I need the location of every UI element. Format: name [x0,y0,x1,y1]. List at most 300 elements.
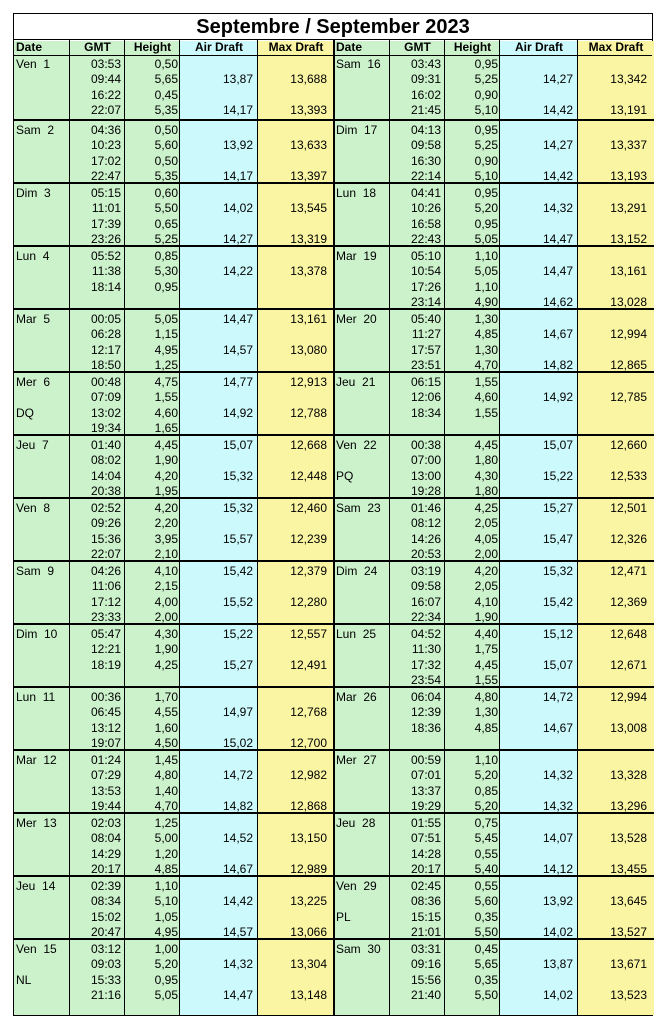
air-draft-value: 14,67 [542,327,573,342]
max-draft-value: 12,280 [290,594,327,609]
max-draft-value: 13,688 [290,72,327,87]
gmt-time: 13:02 [90,405,121,420]
day-label: Jeu 28 [336,816,376,830]
tide-height: 4,30 [154,627,178,641]
max-draft-value: 12,865 [610,358,647,373]
gmt-time: 18:19 [90,657,121,672]
tide-height: 4,25 [474,501,498,515]
header-height: Height [133,40,172,54]
day-label: Jeu 14 [16,879,56,893]
day-label: Ven 8 [16,501,51,515]
day-group [334,497,654,560]
tide-height: 5,45 [474,831,498,846]
day-group [334,812,654,875]
tide-height: 5,05 [154,988,178,1003]
gmt-time: 04:13 [410,123,441,137]
gmt-time: 08:34 [90,894,121,909]
tide-height: 0,50 [154,57,178,71]
air-draft-value: 14,52 [222,831,253,846]
gmt-time: 22:14 [410,169,441,184]
air-draft-value: 15,27 [542,501,573,515]
gmt-time: 12:06 [410,390,441,405]
gmt-time: 05:47 [90,627,121,641]
gmt-time: 08:36 [410,894,441,909]
tide-height: 4,85 [154,862,178,877]
gmt-time: 20:53 [410,547,441,562]
tide-height: 1,75 [474,642,498,657]
gmt-time: 02:39 [90,879,121,893]
gmt-time: 19:07 [90,736,121,751]
tide-height: 5,60 [154,138,178,153]
gmt-time: 18:14 [90,279,121,294]
tide-height: 4,80 [474,690,498,704]
day-label: Sam 16 [336,57,381,71]
tide-height: 1,95 [154,484,178,499]
tide-height: 5,35 [154,103,178,118]
air-draft-value: 15,57 [222,531,253,546]
day-label: Dim 10 [16,627,58,641]
max-draft-value: 13,150 [290,831,327,846]
tide-height: 5,50 [474,988,498,1003]
moon-phase-label: DQ [16,405,34,420]
air-draft-value: 14,47 [542,232,573,247]
air-draft-value: 14,47 [222,988,253,1003]
gmt-time: 20:38 [90,484,121,499]
grid-line [257,40,258,1015]
tide-height: 1,55 [154,390,178,405]
day-group [14,245,334,308]
tide-height: 1,10 [474,753,498,767]
gmt-time: 06:28 [90,327,121,342]
max-draft-value: 13,028 [610,295,647,310]
max-draft-value: 12,379 [290,564,327,578]
tide-height: 5,35 [154,169,178,184]
day-label: Mer 6 [16,375,51,389]
max-draft-value: 12,668 [290,438,327,452]
tide-height: 0,65 [154,216,178,231]
gmt-time: 05:52 [90,249,121,263]
gmt-time: 04:52 [410,627,441,641]
air-draft-value: 15,07 [542,657,573,672]
gmt-time: 09:58 [410,138,441,153]
air-draft-value: 13,87 [542,957,573,972]
gmt-time: 15:33 [90,972,121,987]
tide-height: 1,90 [154,642,178,657]
air-draft-value: 14,82 [542,358,573,373]
air-draft-value: 15,52 [222,594,253,609]
day-label: Sam 23 [336,501,381,515]
header-gmt: GMT [404,40,431,54]
tide-height: 5,65 [154,72,178,87]
day-group [14,434,334,497]
tide-height: 4,80 [154,768,178,783]
tide-height: 2,00 [474,547,498,562]
day-group [14,308,334,371]
max-draft-value: 12,671 [610,657,647,672]
tide-height: 4,10 [154,564,178,578]
tide-height: 4,00 [154,594,178,609]
tide-height: 0,95 [474,57,498,71]
air-draft-value: 15,07 [222,438,253,452]
gmt-time: 16:07 [410,594,441,609]
tide-height: 0,95 [474,186,498,200]
gmt-time: 18:36 [410,720,441,735]
gmt-time: 11:27 [411,327,441,342]
day-group [14,497,334,560]
header-gmt: GMT [84,40,111,54]
tide-height: 0,90 [474,87,498,102]
header-date: Date [16,40,43,54]
gmt-time: 08:04 [90,831,121,846]
gmt-time: 05:40 [410,312,441,326]
gmt-time: 02:03 [90,816,121,830]
tide-height: 4,95 [154,342,178,357]
tide-height: 4,45 [474,438,498,452]
tide-height: 0,45 [154,87,178,102]
day-label: Mer 13 [16,816,57,830]
day-label: Mar 19 [336,249,377,263]
max-draft-value: 13,523 [610,988,647,1003]
tide-height: 2,10 [154,547,178,562]
gmt-time: 01:46 [410,501,441,515]
day-group [334,875,654,938]
max-draft-value: 13,397 [290,169,327,184]
air-draft-value: 14,92 [222,405,253,420]
day-label: Dim 3 [16,186,51,200]
tide-height: 0,50 [154,153,178,168]
day-label: Lun 11 [16,690,56,704]
tide-height: 4,75 [154,375,178,389]
air-draft-value: 14,42 [542,169,573,184]
gmt-time: 10:54 [410,264,441,279]
air-draft-value: 15,42 [222,564,253,578]
tide-height: 1,70 [154,690,178,704]
max-draft-value: 13,008 [610,720,647,735]
max-draft-value: 12,448 [290,468,327,483]
tide-height: 1,20 [154,846,178,861]
tide-height: 0,50 [154,123,178,137]
gmt-time: 22:47 [90,169,121,184]
tide-height: 5,20 [154,957,178,972]
tide-height: 0,95 [154,972,178,987]
gmt-time: 05:10 [410,249,441,263]
gmt-time: 19:28 [410,484,441,499]
day-group [14,182,334,245]
max-draft-value: 13,545 [290,201,327,216]
max-draft-value: 13,304 [290,957,327,972]
max-draft-value: 12,913 [290,375,327,389]
day-group [334,686,654,749]
gmt-time: 21:01 [410,925,441,940]
header-max-draft: Max Draft [588,40,644,54]
tide-height: 4,95 [154,925,178,940]
gmt-time: 03:43 [410,57,441,71]
header-max-draft: Max Draft [268,40,324,54]
gmt-time: 09:26 [90,516,121,531]
gmt-time: 14:04 [90,468,121,483]
day-group [334,245,654,308]
air-draft-value: 14,02 [542,925,573,940]
tide-height: 4,05 [474,531,498,546]
air-draft-value: 14,22 [222,264,253,279]
air-draft-value: 14,32 [542,799,573,814]
air-draft-value: 14,47 [542,264,573,279]
max-draft-value: 13,080 [290,342,327,357]
gmt-time: 00:36 [90,690,121,704]
gmt-time: 13:53 [90,783,121,798]
tide-height: 5,25 [474,138,498,153]
day-group [334,371,654,434]
day-label: Mar 12 [16,753,57,767]
gmt-time: 00:59 [410,753,441,767]
gmt-time: 15:02 [90,909,121,924]
max-draft-value: 12,788 [290,405,327,420]
tide-height: 2,15 [154,579,178,594]
air-draft-value: 14,42 [542,103,573,118]
tide-height: 4,60 [474,390,498,405]
tide-height: 4,70 [154,799,178,814]
header-date: Date [336,40,363,54]
gmt-time: 04:26 [90,564,121,578]
tide-height: 1,60 [154,720,178,735]
day-group [334,182,654,245]
gmt-time: 22:07 [90,103,121,118]
tide-height: 1,30 [474,312,498,326]
gmt-time: 14:29 [90,846,121,861]
gmt-time: 07:00 [410,453,441,468]
gmt-time: 23:33 [90,610,121,625]
tide-height: 4,70 [474,358,498,373]
tide-height: 4,50 [154,736,178,751]
gmt-time: 02:45 [410,879,441,893]
gmt-time: 03:19 [410,564,441,578]
gmt-time: 17:57 [410,342,441,357]
tide-height: 1,55 [474,375,498,389]
air-draft-value: 14,67 [222,862,253,877]
max-draft-value: 12,989 [290,862,327,877]
gmt-time: 16:02 [410,87,441,102]
gmt-time: 11:06 [91,579,121,594]
tide-height: 1,00 [154,942,178,956]
gmt-time: 04:41 [410,186,441,200]
tide-height: 0,55 [474,879,498,893]
gmt-time: 00:48 [90,375,121,389]
tide-table [13,13,653,1016]
tide-height: 4,25 [154,657,178,672]
tide-height: 1,10 [154,879,178,893]
gmt-time: 06:04 [410,690,441,704]
gmt-time: 17:12 [90,594,121,609]
max-draft-value: 12,660 [610,438,647,452]
tide-height: 4,30 [474,468,498,483]
max-draft-value: 13,152 [610,232,647,247]
grid-line [333,40,335,1015]
grid-line [499,40,500,1015]
tide-height: 2,00 [154,610,178,625]
tide-height: 1,40 [154,783,178,798]
day-label: Dim 24 [336,564,378,578]
gmt-time: 16:30 [410,153,441,168]
max-draft-value: 13,645 [610,894,647,909]
tide-height: 4,85 [474,327,498,342]
tide-height: 5,10 [154,894,178,909]
tide-height: 5,20 [474,768,498,783]
gmt-time: 10:26 [410,201,441,216]
air-draft-value: 14,02 [222,201,253,216]
max-draft-value: 13,393 [290,103,327,118]
gmt-time: 13:12 [90,720,121,735]
day-group [334,623,654,686]
tide-height: 1,90 [474,610,498,625]
grid-line [69,40,70,1015]
day-group [14,56,334,119]
day-group [14,875,334,938]
gmt-time: 09:44 [90,72,121,87]
tide-height: 0,35 [474,972,498,987]
air-draft-value: 14,67 [542,720,573,735]
gmt-time: 07:09 [90,390,121,405]
tide-height: 5,10 [474,169,498,184]
gmt-time: 17:02 [90,153,121,168]
max-draft-value: 13,633 [290,138,327,153]
gmt-time: 00:38 [410,438,441,452]
max-draft-value: 13,342 [610,72,647,87]
max-draft-value: 12,501 [610,501,647,515]
air-draft-value: 13,92 [542,894,573,909]
day-group [14,749,334,812]
max-draft-value: 13,161 [290,312,327,326]
gmt-time: 14:26 [410,531,441,546]
max-draft-value: 12,994 [610,327,647,342]
air-draft-value: 14,97 [222,705,253,720]
max-draft-value: 13,066 [290,925,327,940]
gmt-time: 03:31 [410,942,441,956]
tide-height: 4,85 [474,720,498,735]
tide-height: 5,05 [474,264,498,279]
gmt-time: 11:38 [91,264,121,279]
day-group [334,434,654,497]
day-label: Sam 9 [16,564,55,578]
gmt-time: 09:16 [410,957,441,972]
day-label: Sam 2 [16,123,55,137]
max-draft-value: 13,528 [610,831,647,846]
day-label: Mer 27 [336,753,377,767]
max-draft-value: 12,700 [290,736,327,751]
tide-height: 5,05 [154,312,178,326]
air-draft-value: 14,27 [542,72,573,87]
day-group [334,560,654,623]
gmt-time: 10:23 [90,138,121,153]
gmt-time: 19:44 [90,799,121,814]
tide-height: 0,95 [154,279,178,294]
air-draft-value: 14,82 [222,799,253,814]
max-draft-value: 12,868 [290,799,327,814]
header-height: Height [453,40,492,54]
gmt-time: 03:53 [90,57,121,71]
air-draft-value: 14,07 [542,831,573,846]
gmt-time: 12:17 [90,342,121,357]
day-label: Ven 1 [16,57,51,71]
air-draft-value: 14,32 [542,768,573,783]
gmt-time: 13:00 [410,468,441,483]
gmt-time: 06:45 [90,705,121,720]
air-draft-value: 14,57 [222,925,253,940]
tide-height: 5,40 [474,862,498,877]
day-group [14,812,334,875]
air-draft-value: 14,72 [542,690,573,704]
air-draft-value: 15,02 [222,736,253,751]
gmt-time: 15:56 [410,972,441,987]
tide-height: 5,25 [474,72,498,87]
air-draft-value: 15,32 [222,468,253,483]
air-draft-value: 14,32 [542,201,573,216]
header-air-draft: Air Draft [194,40,243,54]
day-group [334,749,654,812]
day-label: Jeu 7 [16,438,49,452]
gmt-time: 00:05 [90,312,121,326]
tide-height: 0,60 [154,186,178,200]
day-label: Mer 20 [336,312,377,326]
gmt-time: 19:29 [410,799,441,814]
air-draft-value: 14,27 [542,138,573,153]
max-draft-value: 12,994 [610,690,647,704]
gmt-time: 15:15 [410,909,441,924]
air-draft-value: 14,77 [222,375,253,389]
air-draft-value: 14,57 [222,342,253,357]
grid-line [444,40,445,1015]
tide-height: 1,15 [154,327,178,342]
gmt-time: 16:22 [90,87,121,102]
air-draft-value: 15,32 [222,501,253,515]
gmt-time: 09:31 [410,72,441,87]
gmt-time: 08:02 [90,453,121,468]
max-draft-value: 13,193 [610,169,647,184]
max-draft-value: 13,291 [610,201,647,216]
gmt-time: 12:21 [90,642,121,657]
tide-height: 5,10 [474,103,498,118]
tide-height: 5,05 [474,232,498,247]
tide-height: 1,10 [474,279,498,294]
max-draft-value: 12,533 [610,468,647,483]
max-draft-value: 13,319 [290,232,327,247]
max-draft-value: 13,527 [610,925,647,940]
air-draft-value: 15,07 [542,438,573,452]
tide-height: 1,55 [474,405,498,420]
day-group [14,371,334,434]
day-group [14,686,334,749]
max-draft-value: 13,225 [290,894,327,909]
gmt-time: 23:14 [410,295,441,310]
gmt-time: 17:26 [410,279,441,294]
air-draft-value: 14,42 [222,894,253,909]
tide-height: 2,20 [154,516,178,531]
gmt-time: 23:26 [90,232,121,247]
tide-height: 4,20 [154,468,178,483]
tide-height: 5,65 [474,957,498,972]
grid-line [179,40,180,1015]
tide-height: 4,60 [154,405,178,420]
day-label: Lun 18 [336,186,377,200]
tide-height: 5,50 [154,201,178,216]
gmt-time: 09:58 [410,579,441,594]
tide-height: 5,25 [154,232,178,247]
tide-height: 1,90 [154,453,178,468]
gmt-time: 18:34 [410,405,441,420]
air-draft-value: 14,47 [222,312,253,326]
max-draft-value: 12,785 [610,390,647,405]
air-draft-value: 15,27 [222,657,253,672]
tide-height: 0,35 [474,909,498,924]
